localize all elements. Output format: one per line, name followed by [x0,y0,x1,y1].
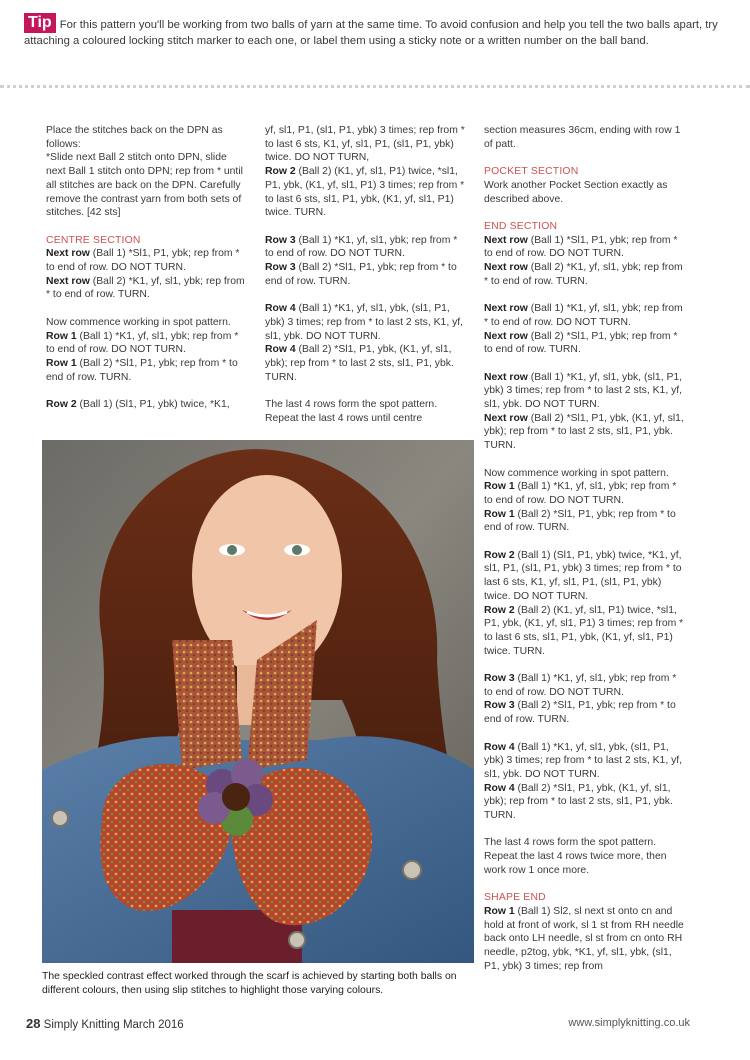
row-text: (Ball 1) *Sl1, P1, ybk; rep from * to end of row. DO NOT TURN. [484,234,678,260]
pattern-note: The last 4 rows form the spot pattern. Repeat the last 4 rows until centre [265,399,438,424]
instruction-row [484,508,684,535]
row-label: Row 3 [484,700,515,712]
column-2 [265,124,465,425]
photo-caption: The speckled contrast effect worked through the scarf is achieved by starting both balls on different colours, then using slip stitches to highlight those varying colours. [42,971,457,996]
row-label: Row 2 [265,166,296,178]
pocket-text: Work another Pocket Section exactly as described above. [484,179,668,205]
row-label: Next row [484,262,528,273]
instruction-row [484,480,684,507]
instruction-row [484,261,684,288]
end-section-heading: END SECTION [484,220,558,232]
pattern-note: The last 4 rows form the spot pattern. Repeat the last 4 rows twice more, then work row 1 once more. [484,837,667,876]
instruction-row [46,275,246,302]
continued-text: section measures 36cm, ending with row 1 of patt. [484,125,681,150]
row-label: Row 4 [484,741,515,753]
row-label: Row 1 [46,330,77,342]
slide-instruction: *Slide next Ball 2 stitch onto DPN, slide next Ball 1 stitch onto DPN; rep from * until all stitches are back on the DPN. Carefully remove the contrast yarn from both sets of stitches. [42 sts] [46,152,243,219]
instruction-row [484,672,684,699]
dotted-divider [0,85,750,88]
instruction-row [484,412,684,453]
row-text: (Ball 2) *K1, yf, sl1, ybk; rep from * to end of row. TURN. [46,275,245,301]
pocket-section-heading: POCKET SECTION [484,166,579,178]
shape-end-heading: SHAPE END [484,892,546,904]
row-label: Row 1 [46,357,77,369]
row-label: Next row [484,330,528,342]
row-text: (Ball 2) *Sl1, P1, ybk; rep from * to end of row. TURN. [265,262,457,287]
row-text: (Ball 2) *Sl1, P1, ybk; rep from * to end of row. TURN. [484,700,676,726]
row-label: Next row [46,248,90,260]
row-label: Row 1 [484,905,515,917]
row-label: Row 4 [265,303,296,315]
tip-text: For this pattern you'll be working from two balls of yarn at the same time. To avoid confusion and help you tell the two balls apart, try attaching a coloured locking stitch marker to each one, or label them using a sticky note or a written number on the ball band. [24,19,718,47]
commence-text: Now commence working in spot pattern. [46,316,231,328]
row-text: (Ball 1) *K1, yf, sl1, ybk, (sl1, P1, ybk) 3 times; rep from * to last 2 sts, K1, yf, sl1, ybk. DO NOT TURN. [265,303,464,342]
row-label: Row 1 [484,508,515,520]
instruction-row [265,165,465,220]
instruction-row [265,261,465,288]
intro-text: Place the stitches back on the DPN as follows: [46,125,223,150]
instruction-row [484,234,684,261]
row-text: (Ball 1) *K1, yf, sl1, ybk; rep from * to end of row. DO NOT TURN. [46,330,239,356]
instruction-row [46,357,246,384]
instruction-row [484,302,684,329]
page-number: 28 [26,1016,41,1031]
instruction-row [484,371,684,412]
row-text: (Ball 2) (K1, yf, sl1, P1) twice, *sl1, P1, ybk, (K1, yf, sl1, P1) 3 times; rep from * to last 6 sts, sl1, P1, ybk, (K1, yf, sl1, P1) twice. TURN. [265,166,465,219]
row-label: Row 4 [484,782,515,794]
instruction-row [265,302,465,343]
row-label: Next row [484,303,528,315]
row-text: (Ball 2) *K1, yf, sl1, ybk; rep from * to end of row. TURN. [484,262,683,287]
row-label: Next row [484,371,528,383]
row-text: (Ball 1) *Sl1, P1, ybk; rep from * to end of row. DO NOT TURN. [46,248,240,274]
row-label: Next row [484,234,528,246]
tip-box [24,14,724,48]
row-label: Row 4 [265,344,296,356]
row-text: (Ball 2) *Sl1, P1, ybk, (K1, yf, sl1, ybk); rep from * to last 2 sts, sl1, P1, ybk. TURN. [484,782,673,822]
row-text: (Ball 1) *K1, yf, sl1, ybk; rep from * to end of row. DO NOT TURN. [265,234,458,260]
row-text: (Ball 2) *Sl1, P1, ybk; rep from * to end of row. TURN. [484,330,678,356]
row-text: (Ball 2) *Sl1, P1, ybk; rep from * to end of row. TURN. [484,508,676,534]
row-label: Row 2 [484,549,515,561]
issue-date: March 2016 [122,1019,184,1031]
row-label: Row 3 [265,262,296,274]
centre-section-heading: CENTRE SECTION [46,234,141,246]
scarf-photo [42,440,474,963]
row-text: (Ball 1) *K1, yf, sl1, ybk; rep from * to end of row. DO NOT TURN. [484,673,677,698]
instruction-row [484,699,684,726]
instruction-row [484,604,684,659]
row-label: Row 3 [265,234,296,246]
row-text: (Ball 1) Sl2, sl next st onto cn and hold at front of work, sl 1 st from RH needle back onto LH needle, sl st from cn onto RH needle, p2tog, ybk, *K1, yf, sl1, ybk, (sl1, P1, ybk) 3 times; rep from [484,905,684,972]
column-1 [46,124,246,412]
row-label: Row 2 [46,399,77,411]
row-text: (Ball 1) *K1, yf, sl1, ybk; rep from * to end of row. DO NOT TURN. [484,303,683,328]
instruction-row [265,343,465,384]
row-text: (Ball 1) (Sl1, P1, ybk) twice, *K1, yf, sl1, P1, (sl1, P1, ybk) 3 times; rep from * to last 6 sts, K1, yf, sl1, P1, (sl1, P1, ybk) twice. DO NOT TURN. [484,549,682,602]
column-3 [484,124,684,973]
instruction-row [484,782,684,823]
row-text: (Ball 2) *Sl1, P1, ybk, (K1, yf, sl1, ybk); rep from * to last 2 sts, sl1, P1, ybk. TURN. [265,344,454,383]
row-label: Next row [46,275,90,287]
row-text: (Ball 1) *K1, yf, sl1, ybk; rep from * to end of row. DO NOT TURN. [484,481,677,506]
continued-text: yf, sl1, P1, (sl1, P1, ybk) 3 times; rep from * to last 6 sts, K1, yf, sl1, P1, (sl1, P1, ybk) twice. DO NOT TURN, [265,125,465,164]
instruction-row [265,234,465,261]
row-label: Next row [484,412,528,424]
instruction-row [46,398,246,412]
row-label: Row 2 [484,604,515,616]
row-text: (Ball 1) *K1, yf, sl1, ybk, (sl1, P1, ybk) 3 times; rep from * to last 2 sts, K1, yf, sl1, ybk. DO NOT TURN. [484,741,683,780]
instruction-row [484,741,684,782]
row-text: (Ball 2) *Sl1, P1, ybk, (K1, yf, sl1, ybk); rep from * to last 2 sts, sl1, P1, ybk. TURN. [484,412,684,452]
commence-text: Now commence working in spot pattern. [484,467,669,479]
row-text: (Ball 2) (K1, yf, sl1, P1) twice, *sl1, P1, ybk, (K1, yf, sl1, P1) 3 times; rep from * to last 6 sts, sl1, P1, ybk, (K1, yf, sl1, P1) twice. TURN. [484,604,684,657]
row-label: Row 1 [484,481,515,493]
instruction-row [484,330,684,357]
instruction-row [484,905,684,974]
website-url: www.simplyknitting.co.uk [568,1017,690,1029]
instruction-row [46,330,246,357]
row-label: Row 3 [484,673,515,685]
instruction-row [46,247,246,274]
footer-left [26,1016,184,1031]
row-text: (Ball 1) *K1, yf, sl1, ybk, (sl1, P1, ybk) 3 times; rep from * to last 2 sts, K1, yf, sl1, ybk. DO NOT TURN. [484,371,683,410]
row-text: (Ball 2) *Sl1, P1, ybk; rep from * to end of row. TURN. [46,357,238,383]
instruction-row [484,549,684,604]
row-text: (Ball 1) (Sl1, P1, ybk) twice, *K1, [76,399,230,411]
tip-badge: Tip [24,13,56,33]
magazine-name: Simply Knitting [43,1019,120,1031]
